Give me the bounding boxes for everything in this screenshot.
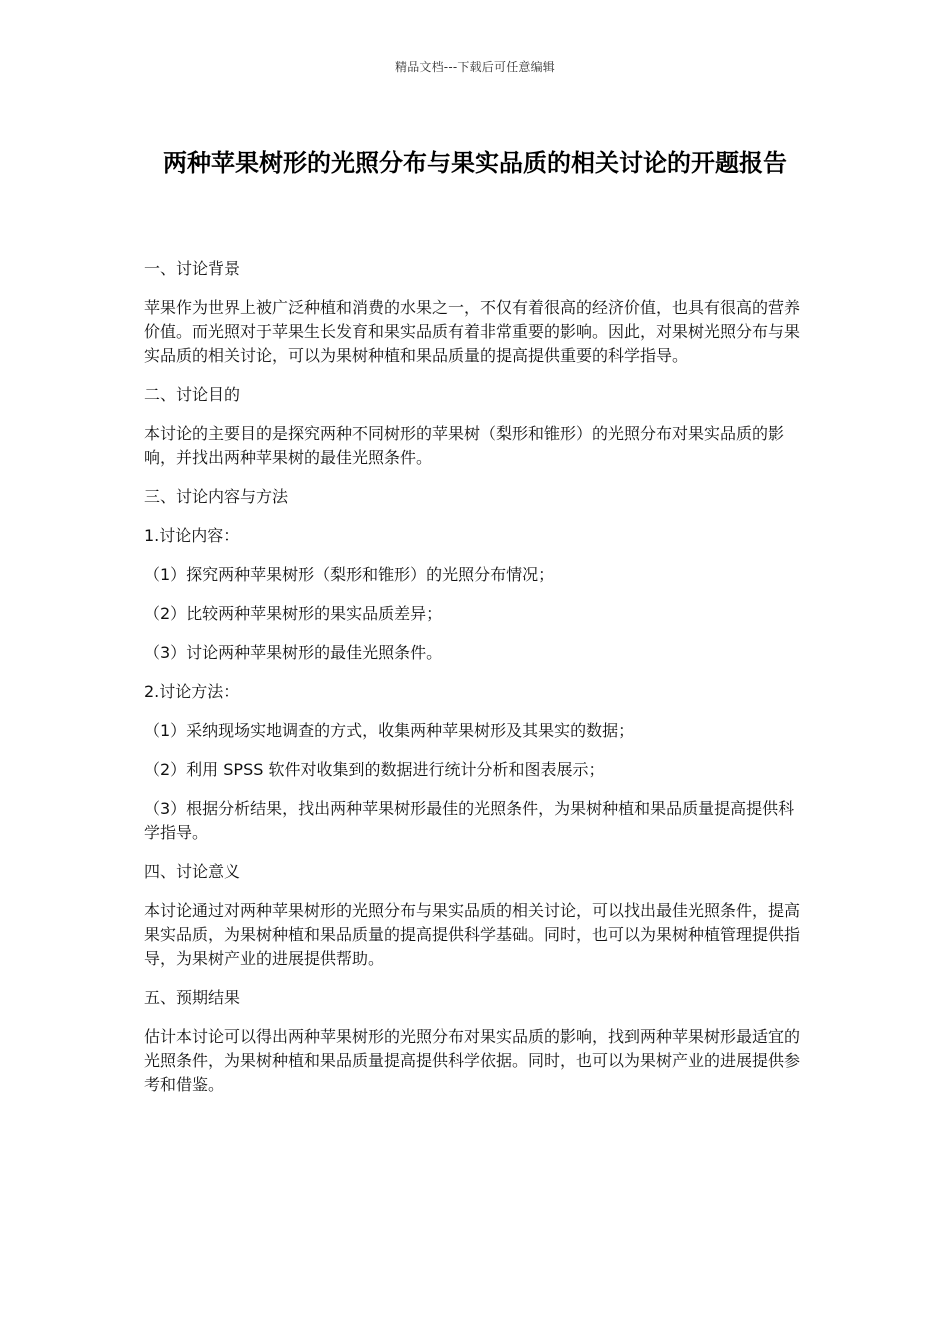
- section-heading-content-method: 三、讨论内容与方法: [144, 487, 289, 506]
- subheading-method: 2.讨论方法：: [144, 682, 240, 701]
- section-heading-significance: 四、讨论意义: [144, 862, 241, 881]
- section-heading-expected: 五、预期结果: [144, 988, 241, 1007]
- section-heading-background: 一、讨论背景: [144, 259, 241, 278]
- section-body-background: 苹果作为世界上被广泛种植和消费的水果之一，不仅有着很高的经济价值，也具有很高的营养价值。而光照对于苹果生长发育和果实品质有着非常重要的影响。因此，对果树光照分布与果实品质的相关讨论，可以为果树种植和果品质量的提高提供重要的科学指导。: [144, 298, 801, 365]
- content-item: （1）探究两种苹果树形（梨形和锥形）的光照分布情况；: [144, 565, 555, 584]
- method-item: （3）根据分析结果，找出两种苹果树形最佳的光照条件，为果树种植和果品质量提高提供科学指导。: [144, 799, 795, 842]
- content-item: （3）讨论两种苹果树形的最佳光照条件。: [144, 643, 443, 662]
- content-item: （2）比较两种苹果树形的果实品质差异；: [144, 604, 443, 623]
- method-item: （2）利用 SPSS 软件对收集到的数据进行统计分析和图表展示；: [144, 760, 605, 779]
- method-item: （1）采纳现场实地调查的方式，收集两种苹果树形及其果实的数据；: [144, 721, 635, 740]
- document-title: 两种苹果树形的光照分布与果实品质的相关讨论的开题报告: [163, 149, 787, 177]
- header-note: 精品文档---下载后可任意编辑: [395, 60, 555, 74]
- section-body-significance: 本讨论通过对两种苹果树形的光照分布与果实品质的相关讨论，可以找出最佳光照条件，提高果实品质，为果树种植和果品质量的提高提供科学基础。同时，也可以为果树种植管理提供指导，为果树产业的进展提供帮助。: [144, 901, 801, 968]
- document-body: [144, 257, 806, 1112]
- section-heading-purpose: 二、讨论目的: [144, 385, 241, 404]
- subheading-content: 1.讨论内容：: [144, 526, 240, 545]
- section-body-purpose: 本讨论的主要目的是探究两种不同树形的苹果树（梨形和锥形）的光照分布对果实品质的影响，并找出两种苹果树的最佳光照条件。: [144, 424, 785, 467]
- section-body-expected: 估计本讨论可以得出两种苹果树形的光照分布对果实品质的影响，找到两种苹果树形最适宜的光照条件，为果树种植和果品质量提高提供科学依据。同时，也可以为果树产业的进展提供参考和借鉴。: [144, 1027, 801, 1094]
